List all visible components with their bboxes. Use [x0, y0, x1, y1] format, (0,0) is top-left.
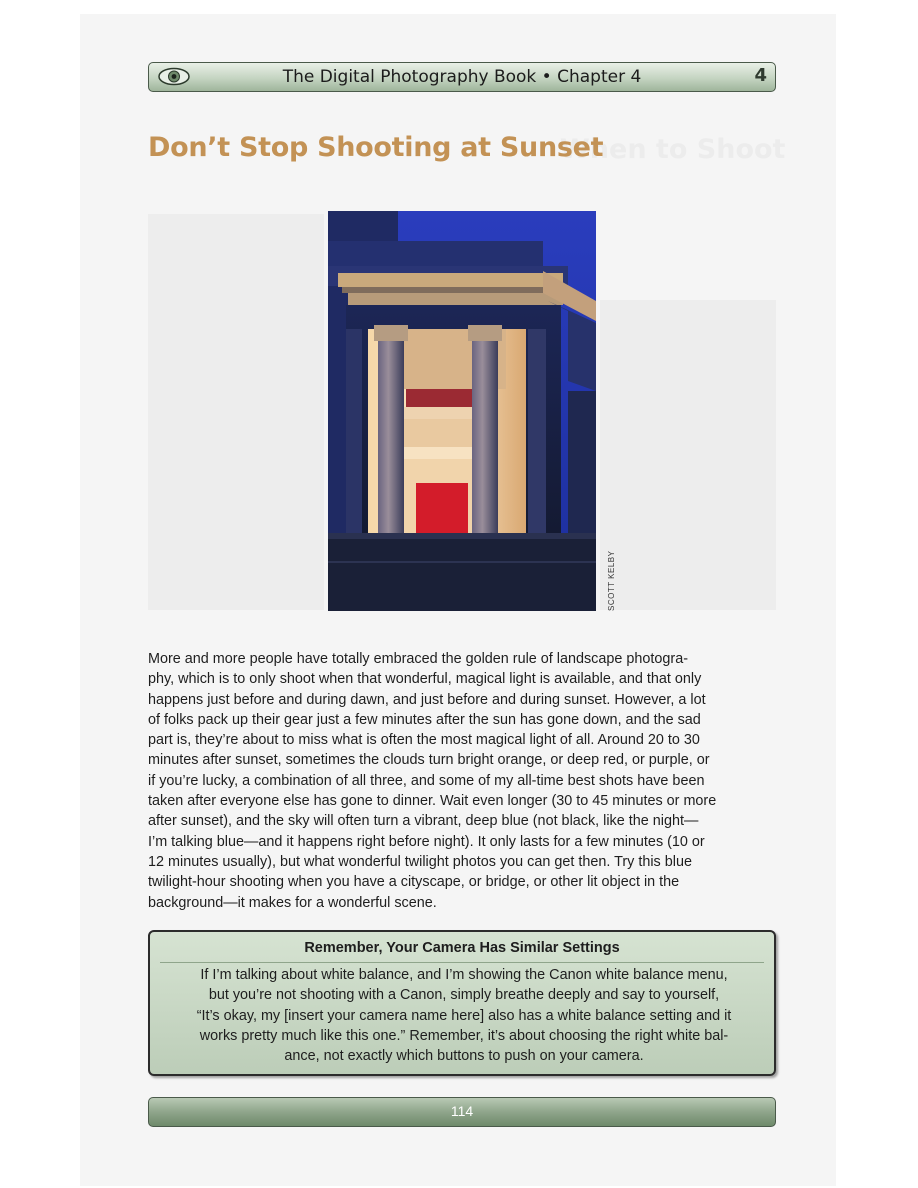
body-line: part is, they’re about to miss what is often the most magical light of all. Around 20 to 30 — [148, 732, 700, 749]
building-dusk-photo — [328, 211, 596, 611]
ghost-image-left — [148, 214, 324, 610]
body-line: happens just before and during dawn, and just before and during sunset. However, a lot — [148, 691, 706, 708]
body-line: twilight-hour shooting when you have a cityscape, or bridge, or other lit object in the — [148, 874, 680, 891]
tip-line: ance, not exactly which buttons to push on your camera. — [284, 1048, 644, 1065]
tip-line: If I’m talking about white balance, and I’m showing the Canon white balance menu, — [200, 967, 728, 983]
tip-title: Remember, Your Camera Has Similar Settings — [304, 940, 620, 956]
ghost-image-right — [600, 300, 776, 610]
body-paragraph — [148, 649, 788, 913]
body-line: if you’re lucky, a combination of all three, and some of my all-time best shots have been — [148, 772, 705, 789]
page-number: 114 — [450, 1103, 474, 1119]
body-line: after sunset), and the sky will often turn a vibrant, deep blue (not black, like the night— — [148, 813, 699, 830]
page-title: Don’t Stop Shooting at Sunset — [148, 132, 604, 163]
body-line: 12 minutes usually), but what wonderful twilight photos you can get then. Try this blue — [148, 853, 692, 870]
body-line: of folks pack up their gear just a few minutes after the sun has gone down, and the sad — [148, 711, 701, 728]
chapter-number-tab: 4 — [754, 65, 767, 86]
building-illustration — [328, 211, 596, 611]
tip-line: but you’re not shooting with a Canon, simply breathe deeply and say to yourself, — [208, 987, 720, 1004]
tip-line: works pretty much like this one.” Remember, it’s about choosing the right white bal- — [199, 1027, 729, 1044]
body-line: taken after everyone else has gone to dinner. Wait even longer (30 to 45 minutes or more — [148, 793, 717, 810]
body-line: phy, which is to only shoot when that wonderful, magical light is available, and that only — [148, 671, 702, 688]
chapter-header-bar — [148, 62, 776, 92]
tip-divider — [160, 962, 764, 963]
ghost-headline: When to Shoot — [560, 134, 786, 165]
tip-body — [164, 965, 764, 1066]
page-footer-bar — [148, 1097, 776, 1127]
body-line: More and more people have totally embraced the golden rule of landscape photogra- — [148, 651, 688, 667]
body-line: I’m talking blue—and it happens right before night). It only lasts for a few minutes (10 or — [148, 833, 705, 850]
body-line: background—it makes for a wonderful scene. — [148, 894, 437, 911]
book-chapter-title: The Digital Photography Book • Chapter 4 — [282, 67, 642, 87]
tip-line: “It’s okay, my [insert your camera name here] also has a white balance setting and it — [196, 1007, 732, 1024]
tip-box — [148, 930, 776, 1076]
body-line: minutes after sunset, sometimes the clouds turn bright orange, or deep red, or purple, or — [148, 752, 710, 769]
photo-credit: SCOTT KELBY — [607, 550, 616, 611]
